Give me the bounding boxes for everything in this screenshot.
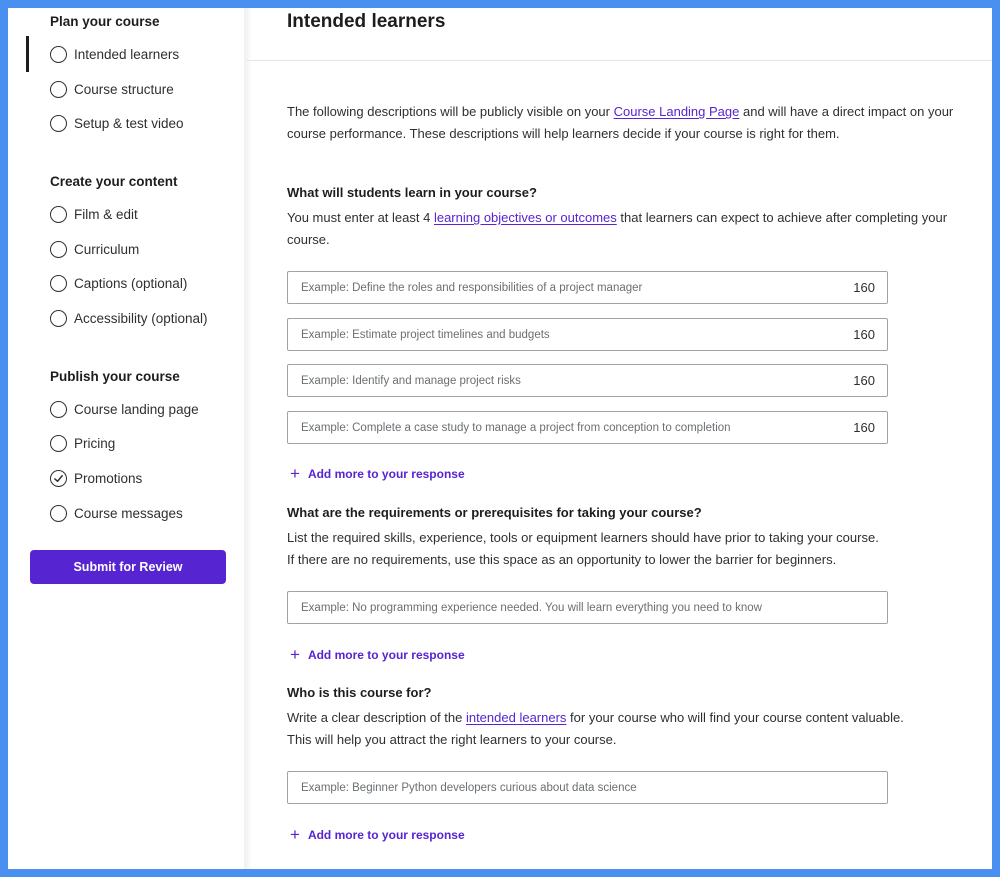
- q3-description: [287, 707, 977, 750]
- q1-add-more-button[interactable]: [290, 465, 465, 482]
- sidebar-item-label: Course messages: [74, 505, 183, 521]
- objective-input-4[interactable]: [301, 422, 845, 434]
- sidebar-item-course-structure[interactable]: [50, 77, 174, 101]
- q2-title: What are the requirements or prerequisites for taking your course?: [287, 505, 702, 520]
- q3-desc-line2: This will help you attract the right learners to your course.: [287, 731, 617, 747]
- radio-icon: [50, 505, 67, 522]
- q3-add-more-button[interactable]: [290, 826, 465, 843]
- q2-add-more-button[interactable]: [290, 646, 465, 663]
- section-title-plan: Plan your course: [50, 14, 160, 29]
- objective-input-2[interactable]: [301, 329, 845, 341]
- q3-title: Who is this course for?: [287, 685, 432, 700]
- plus-icon: +: [290, 645, 300, 664]
- q2-desc-line1: List the required skills, experience, tools or equipment learners should have prior to taking your course.: [287, 530, 879, 545]
- plus-icon: +: [290, 464, 300, 483]
- section-title-create: Create your content: [50, 174, 178, 189]
- sidebar-item-film-edit[interactable]: [50, 202, 138, 226]
- intended-learners-link[interactable]: intended learners: [465, 710, 567, 725]
- q1-description: [287, 207, 977, 250]
- sidebar-item-accessibility[interactable]: [50, 306, 208, 330]
- sidebar-item-course-messages[interactable]: [50, 501, 183, 525]
- q1-desc-after: that learners can expect to achieve after completing your course.: [287, 210, 948, 247]
- sidebar-item-label: Course structure: [74, 81, 174, 97]
- page-title: Intended learners: [287, 11, 446, 32]
- char-counter: 160: [853, 327, 875, 342]
- q3-desc-before: Write a clear description of the: [287, 710, 466, 725]
- objective-field-3[interactable]: [287, 364, 888, 397]
- intro-text-after: and will have a direct impact on your course performance. These descriptions will help learners decide if your course is right for them.: [287, 104, 954, 141]
- sidebar-item-promotions[interactable]: [50, 466, 142, 490]
- char-counter: 160: [853, 373, 875, 388]
- add-more-label: Add more to your response: [307, 827, 465, 842]
- sidebar-item-curriculum[interactable]: [50, 237, 139, 261]
- audience-input-1[interactable]: [301, 782, 875, 794]
- header-divider: [246, 60, 992, 61]
- radio-icon: [50, 241, 67, 258]
- main-content: [246, 8, 992, 869]
- sidebar-item-pricing[interactable]: [50, 431, 115, 455]
- plus-icon: +: [290, 825, 300, 844]
- sidebar-item-intended-learners[interactable]: [50, 42, 179, 66]
- objective-field-4[interactable]: [287, 411, 888, 444]
- q3-desc-line1: [287, 707, 977, 729]
- course-landing-page-link[interactable]: Course Landing Page: [613, 104, 740, 119]
- intro-text-before: The following descriptions will be publicly visible on your: [287, 104, 614, 119]
- learning-objectives-link[interactable]: learning objectives or outcomes: [433, 210, 617, 225]
- active-indicator: [26, 36, 29, 72]
- add-more-label: Add more to your response: [307, 466, 465, 481]
- q2-desc-line2: If there are no requirements, use this space as an opportunity to lower the barrier for beginners.: [287, 551, 837, 567]
- objective-field-1[interactable]: [287, 271, 888, 304]
- sidebar-item-label: Curriculum: [74, 241, 140, 257]
- requirement-input-1[interactable]: [301, 602, 875, 614]
- radio-icon: [50, 275, 67, 292]
- radio-icon: [50, 401, 67, 418]
- add-more-label: Add more to your response: [307, 647, 465, 662]
- sidebar-item-label: Captions (optional): [74, 275, 188, 291]
- sidebar-item-captions[interactable]: [50, 271, 187, 295]
- q3-desc-after: for your course who will find your course content valuable.: [566, 710, 904, 725]
- sidebar-item-label: Setup & test video: [74, 115, 184, 131]
- radio-icon: [50, 435, 67, 452]
- sidebar-item-label: Film & edit: [74, 206, 138, 222]
- sidebar-item-label: Course landing page: [74, 401, 199, 417]
- q1-desc-before: You must enter at least 4: [287, 210, 434, 225]
- section-title-publish: Publish your course: [50, 369, 180, 384]
- submit-for-review-button[interactable]: Submit for Review: [30, 550, 226, 584]
- sidebar-item-course-landing-page[interactable]: [50, 397, 199, 421]
- app-frame: [8, 8, 992, 869]
- sidebar-item-label: Accessibility (optional): [74, 310, 208, 326]
- sidebar-item-label: Intended learners: [74, 46, 180, 62]
- radio-icon: [50, 310, 67, 327]
- char-counter: 160: [853, 420, 875, 435]
- objective-field-2[interactable]: [287, 318, 888, 351]
- intro-text: [287, 101, 977, 144]
- sidebar-item-label: Pricing: [74, 435, 116, 451]
- objective-input-3[interactable]: [301, 375, 845, 387]
- sidebar-item-label: Promotions: [74, 470, 143, 486]
- radio-icon: [50, 206, 67, 223]
- q2-description: [287, 527, 977, 570]
- radio-icon: [50, 115, 67, 132]
- char-counter: 160: [853, 280, 875, 295]
- requirement-field-1[interactable]: [287, 591, 888, 624]
- checkmark-icon: [50, 470, 67, 487]
- q1-title: What will students learn in your course?: [287, 185, 537, 200]
- audience-field-1[interactable]: [287, 771, 888, 804]
- sidebar: [8, 8, 246, 869]
- radio-icon: [50, 81, 67, 98]
- objective-input-1[interactable]: [301, 282, 845, 294]
- sidebar-item-setup-test-video[interactable]: [50, 111, 184, 135]
- radio-icon: [50, 46, 67, 63]
